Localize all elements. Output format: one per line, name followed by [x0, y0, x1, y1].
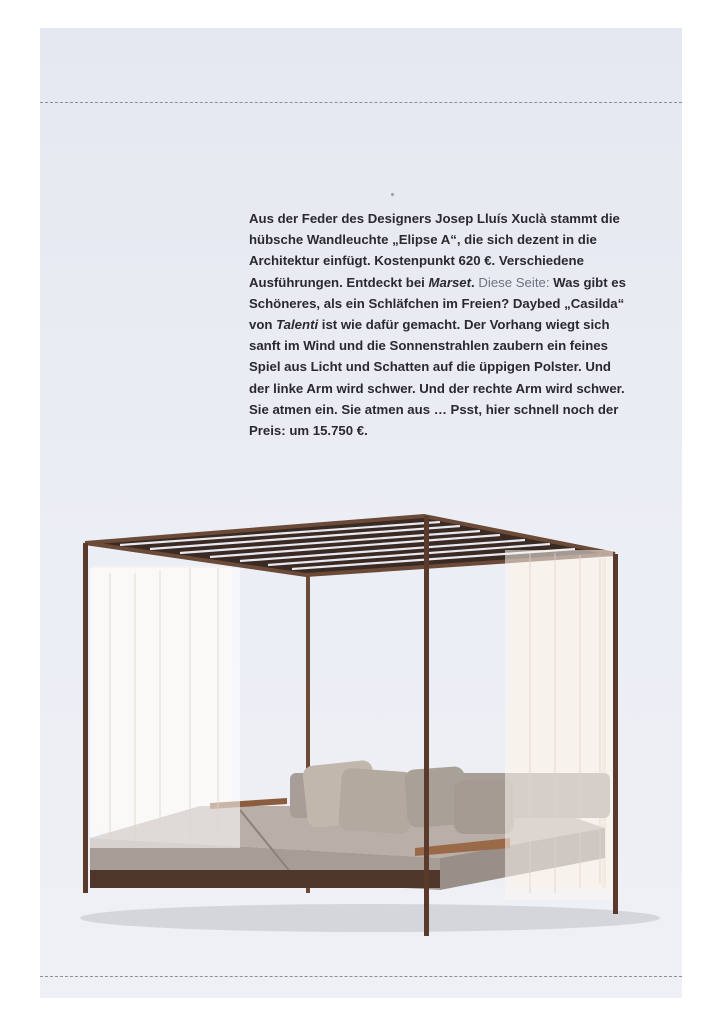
magazine-page: [40, 28, 682, 998]
article-part-2: .: [471, 274, 475, 290]
front-post-left: [83, 543, 88, 893]
brand-marset: Marset: [428, 274, 472, 290]
bed-base: [90, 870, 440, 888]
article-text: [249, 208, 629, 441]
front-post-right: [613, 554, 618, 914]
top-dashed-rule: [40, 102, 682, 103]
daybed-photo: [40, 498, 682, 948]
bottom-dashed-rule: [40, 976, 682, 977]
decorative-dot: [391, 193, 394, 196]
section-label: Diese Seite:: [478, 274, 550, 290]
curtain-front-right: [505, 550, 613, 900]
cushion: [338, 768, 414, 835]
brand-talenti: Talenti: [276, 317, 319, 333]
article-part-3: Was gibt es Schöneres, als ein Schläfchen im Freien? Daybed „Casilda“ von: [249, 274, 626, 333]
article-part-4: ist wie dafür gemacht. Der Vorhang wiegt sich sanft im Wind und die Sonnenstrahlen zaubern ein feines Spiel aus Licht und Schatten auf die üppigen Polster. Und der linke Arm wird schwer. Und der rechte Arm wird schwer. Sie atmen ein. Sie atmen aus … Psst, hier schnell noch der Preis: um 15.750 €.: [249, 317, 625, 439]
floor-shadow: [80, 904, 660, 932]
cushions: [302, 760, 514, 835]
article-part-1: Aus der Feder des Designers Josep Lluís Xuclà stammt die hübsche Wandleuchte „Elipse A“, die sich dezent in die Architektur einfügt. Kostenpunkt 620 €. Verschiedene Ausführungen. Entdeckt bei: [249, 211, 620, 290]
front-post-center: [424, 516, 429, 936]
